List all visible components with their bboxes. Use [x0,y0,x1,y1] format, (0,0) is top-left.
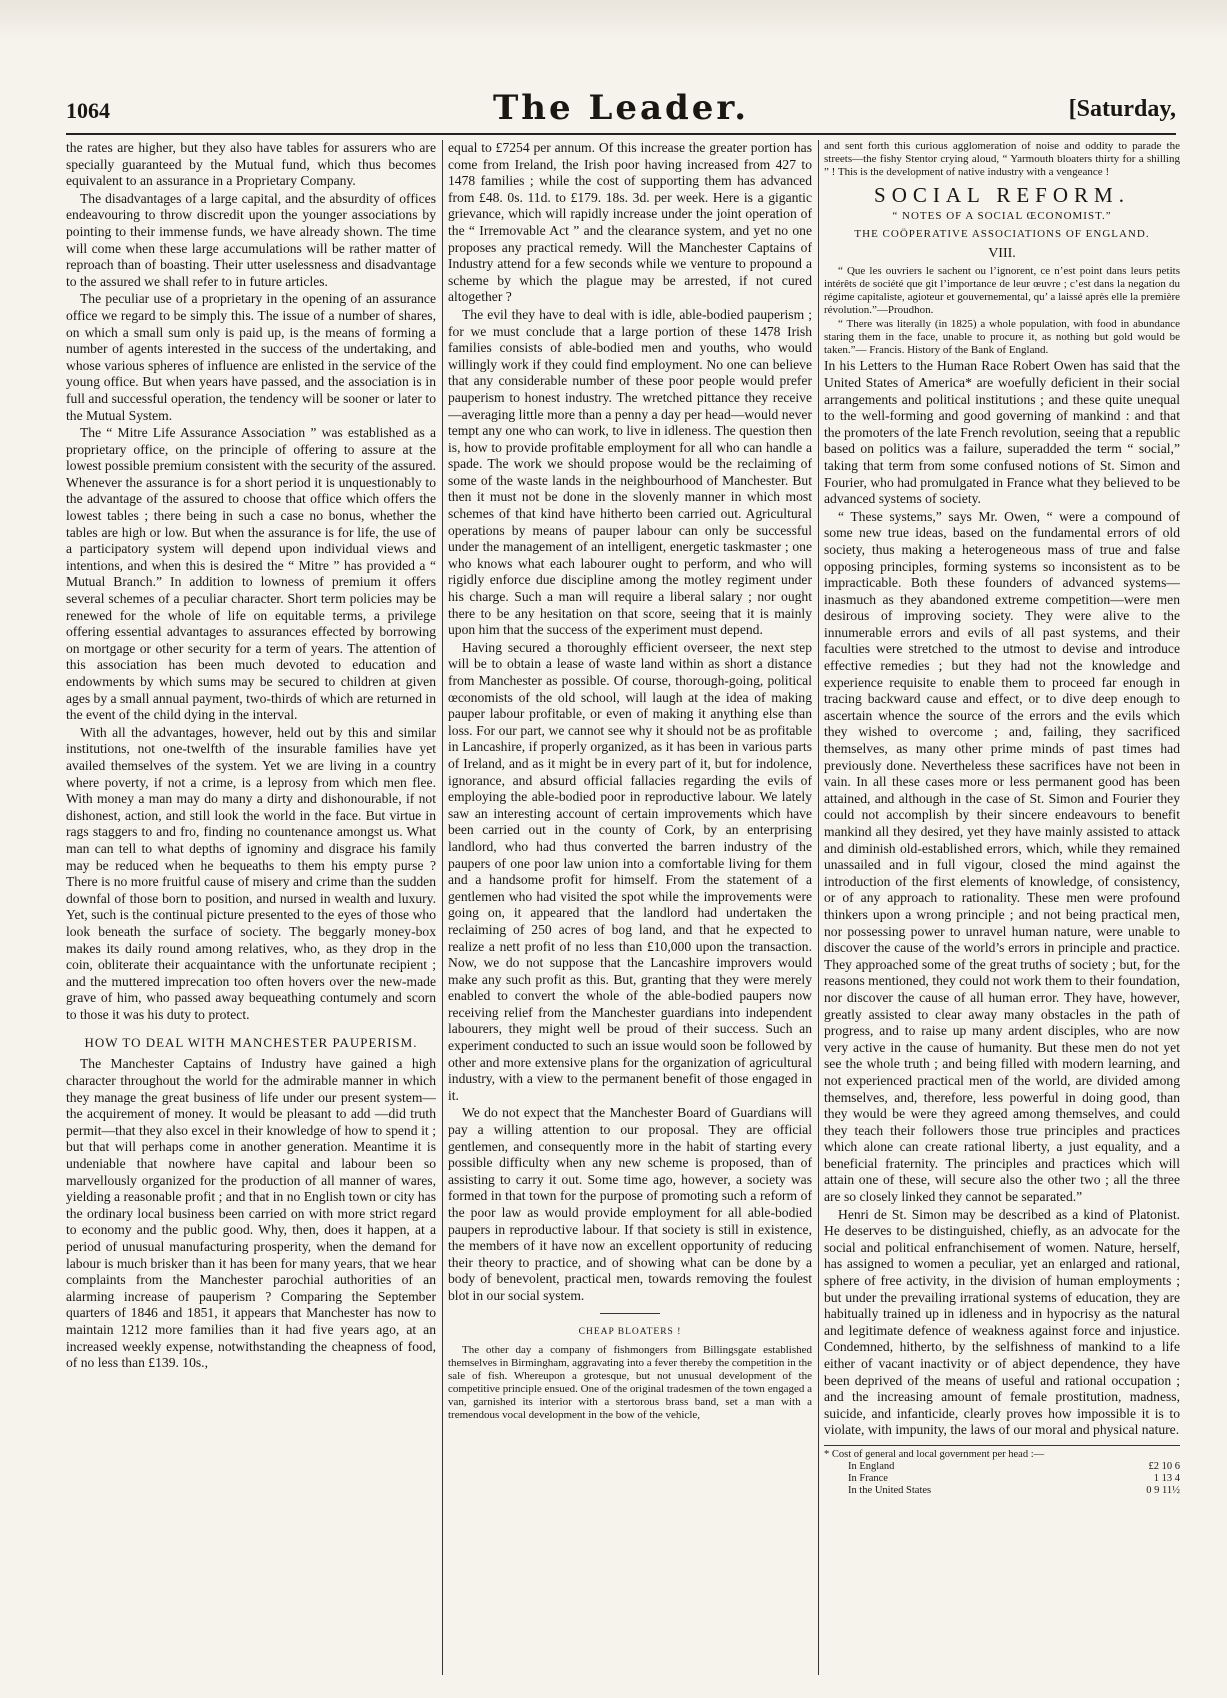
section-divider [600,1313,660,1314]
footnote-row [824,1485,1180,1497]
epigraph: “ Que les ouvriers le sachent ou l’ignorent, ce n’est point dans leurs petits intérêts de société que git l’importance de leur œuvre ; c’est dans la negation du régime capitaliste, agioteur et gouvernemental, qu’ a laissé après elle la première révolution.”—Proudhon. [824,265,1180,317]
masthead-title: The Leader. [492,88,750,128]
footnote-label: In France [848,1472,888,1484]
footnote-intro: * Cost of general and local government per head :— [824,1448,1045,1460]
footnote-row [824,1473,1180,1485]
paragraph: The “ Mitre Life Assurance Association ” was established as a proprietary office, on the principle of offering to assure at the lowest possible premium consistent with the security of the assured. Whenever the assurance is for a short period it is unquestionably to the advantage of the assured to choose that office which offers the lowest tables ; there being in such a case no bonus, whether the tables are high or low. But when the assurance is for life, the use of a participatory system will depend upon individual views and intentions, and when this is desired the “ Mitre ” has provided a “ Mutual Branch.” In addition to lowness of premium it offers several schemes of a peculiar character. Short term policies may be renewed for the whole of life on equitable terms, a privilege offering essential advantages to assurances effected by borrowing on mortgage or other security for a term of years. The attention of this association has been much devoted to education and endowments by which sums may be secured to children at given ages by a small annual payment, two-thirds of which are returned in the event of the child dying in the interval. [66,425,436,723]
footnote [824,1445,1180,1497]
paragraph: The Manchester Captains of Industry have gained a high character throughout the world for the admirable manner in which they manage the great business of life under our present system—the acquirement of money. It would be pleasant to add —did truth permit—that they also excel in their knowledge of how to spend it ; but that will perhaps come in another generation. Meantime it is undeniable that nowhere have capital and labour been so marvellously organized for the production of all manner of wares, yielding a reasonable profit ; and that in no English town or city has the ordinary local business been carried on with more strict regard to economy and the public good. Why, then, does it happen, at a period of unusual manufacturing prosperity, when the demand for labour is much brisker than it has been for many years, that we hear complaints from the Manchester parochial authorities of an alarming increase of pauperism ? Comparing the September quarters of 1846 and 1851, it appears that Manchester has now to maintain 1212 more families than it had five years ago, at an increased weekly expense, notwithstanding the cheapness of food, of no less than £139. 10s., [66,1056,436,1371]
paragraph: We do not expect that the Manchester Board of Guardians will pay a willing attention to our proposal. They are official gentlemen, and consequently more in the habit of starting every possible difficulty when any new scheme is proposed, than of assisting to carry it out. Some time ago, however, a society was formed in that town for the purpose of promoting such a reform of the poor law as would provide employment for all able-bodied paupers in reproductive labour. If that society is still in existence, the members of it have now an excellent opportunity of reducing their theory to practice, and of showing what can be done by a body of benevolent, practical men, towards removing the foulest blot in our social system. [448,1105,812,1303]
paragraph: In his Letters to the Human Race Robert Owen has said that the United States of America* are woefully deficient in their social arrangements and political institutions ; and these quite unequal to the well-forming and good governing of mankind : and that the promoters of the late French revolution, seeing that a republic based on politics was a failure, superadded the term “ social,” taking that term from some confused notions of St. Simon and Fourier, who had promulgated in France what they believed to be advanced systems of society. [824,358,1180,507]
header-rule [66,133,1176,135]
paragraph: The evil they have to deal with is idle, able-bodied pauperism ; for we must conclude that a large portion of these 1478 Irish families consists of able-bodied men and youths, who would willingly work if they could find employment. No one can believe that any considerable number of these poor people would prefer pauperism to honest industry. The wretched pittance they receive—averaging little more than a penny a day per head—would never tempt any one who can work, to live in idleness. The question then is, how to provide profitable employment for all who can handle a spade. The work we should propose would be the reclaiming of some of the waste lands in the neighbourhood of Manchester. But then it must not be done in the slovenly manner in which most schemes of that kind have hitherto been carried out. Agricultural operations by means of pauper labour can only be successful under the management of an intelligent, energetic taskmaster ; one who knows what each labourer ought to perform, and who will rigidly enforce due discipline among the motley regiment under his charge. Such a man will require a liberal salary ; nor ought there to be any hesitation on that score, seeing that it is mainly upon him that the success of the experiment must depend. [448,306,812,638]
chapter-numeral: VIII. [988,245,1016,261]
section-subtitle: “ NOTES OF A SOCIAL ŒCONOMIST.” [892,209,1112,222]
footnote-row [824,1461,1180,1473]
page-top-edge [0,0,1227,40]
paragraph: The other day a company of fishmongers from Billingsgate established themselves in Birmingham, aggravating into a fever thereby the competition in the sale of fish. Whereupon a grotesque, but not unusual development of the competitive principle ensued. One of the original tradesmen of the town engaged a van, garnished its interior with a stertorous brass band, set a man with a tremendous vocal development in the bow of the vehicle, [448,1344,812,1422]
section-title: SOCIAL REFORM. [874,183,1130,207]
dateline: [Saturday, [1068,96,1176,122]
paragraph: Having secured a thoroughly efficient overseer, the next step will be to obtain a lease of waste land within as short a distance from Manchester as possible. Of course, thorough-going, political œconomists of the old school, will laugh at the idea of making pauper labour profitable, or even of making it anything else than loss. For our part, we cannot see why it should not be as profitable in Lancashire, if properly organized, as it has been in various parts of Ireland, and as it might be in every part of it, but for indolence, ignorance, and absurd official fallacies regarding the evils of employing the able-bodied poor in reproductive labour. We lately saw an interesting account of certain improvements which have been carried out in the county of Cork, by an enterprising landlord, who had thus converted the barren industry of the paupers of one poor law union into a comfortable living for them and a handsome profit for himself. From the statement of a gentlemen who had visited the spot while the improvements were going on, it appeared that the landlord had undertaken the reclaiming of 250 acres of bog land, and that he expected to realize a nett profit of no less than £10,000 upon the transaction. Now, we do not suppose that the Lancashire improvers would make any such profit as this. But, granting that they were merely enabled to convert the whole of the able-bodied paupers now receiving relief from the Manchester guardians into independent labourers, they might well be proud of their success. Such an experiment conducted to such an issue would soon be followed by other and more extensive plans for the organization of agricultural industry, with a view to the permanent benefit of those engaged in it. [448,639,812,1103]
column-divider [442,140,443,1675]
footnote-label: In England [848,1460,895,1472]
paragraph: The peculiar use of a proprietary in the opening of an assurance office we regard to be simply this. The issue of a number of shares, on which a small sum only is paid up, is the means of forming a number of agents interested in the success of the undertaking, and whose various spheres of influence are enlisted in the service of the young office. But when years have passed, and the association is in full and successful operation, the tendency will be sooner or later to the Mutual System. [66,291,436,423]
footnote-value: 1 13 4 [1153,1472,1180,1484]
article-heading: CHEAP BLOATERS ! [578,1326,682,1337]
column-divider [818,140,819,1675]
section-subtitle-2: THE COÖPERATIVE ASSOCIATIONS OF ENGLAND. [854,228,1150,241]
paragraph: and sent forth this curious agglomeration of noise and oddity to parade the streets—the fishy Stentor crying aloud, “ Yarmouth bloaters thirty for a shilling ” ! This is the development of native industry with a vengeance ! [824,140,1180,178]
paragraph: The disadvantages of a large capital, and the absurdity of offices endeavouring to throw discredit upon the younger associations by pointing to their immense funds, we have already shown. The time will come when these large accumulations will be rather matter of reproach than of boasting. Their utter uselessness and disadvantage to the assured we shall refer to in future articles. [66,190,436,289]
column-3 [824,140,1180,1680]
page-header [66,88,1176,132]
footnote-label: In the United States [848,1484,932,1496]
page-number: 1064 [66,98,110,123]
article-heading: HOW TO DEAL WITH MANCHESTER PAUPERISM. [84,1035,418,1051]
paragraph: the rates are higher, but they also have tables for assurers who are specially guaranteed by the Mutual fund, which thus becomes equivalent to an assurance in a Proprietary Company. [66,140,436,189]
column-2 [448,140,812,1680]
paragraph: With all the advantages, however, held out by this and similar institutions, not one-twelfth of the insurable families have yet availed themselves of the system. Yet we are living in a country where poverty, if not a crime, is a leprosy from which men flee. With money a man may do many a dirty and dishonourable, if not dishonest, action, and still look the world in the face. But virtue in rags staggers to and fro, finding no countenance amongst us. What man can tell to what depths of ignominy and disgrace his family may be reduced when he bequeaths to them his empty purse ? There is no more fruitful cause of misery and crime than the sudden downfal of those born to position, and nursed in wealth and luxury. Yet, such is the continual picture presented to the eyes of those who look beneath the surface of society. The beggarly money-box makes its daily round among relatives, who, as they drop in the coin, obliterate their acquaintance with the unfortunate recipient ; and the muttered imprecation too often hovers over the new-made grave of him, who passed away bequeathing contumely and scorn to those it was his duty to protect. [66,724,436,1022]
epigraph: “ There was literally (in 1825) a whole population, with food in abundance staring them in the face, unable to procure it, as nothing but gold would be taken.”— Francis. History of the Bank of England. [824,318,1180,357]
footnote-value: £2 10 6 [1148,1460,1180,1472]
paragraph: equal to £7254 per annum. Of this increase the greater portion has come from Ireland, the Irish poor having increased from 427 to 1478 families ; while the cost of supporting them has advanced from £48. 0s. 11d. to £179. 18s. 3d. per week. Here is a gigantic grievance, which will rapidly increase under the joint operation of the “ Irremovable Act ” and the clearance system, and yet no one proposes any practical remedy. Will the Manchester Captains of Industry attend for a few seconds while we venture to propound a scheme by which the plague may be arrested, if not cured altogether ? [448,140,812,305]
paragraph: Henri de St. Simon may be described as a kind of Platonist. He deserves to be distinguished, chiefly, as an advocate for the social and political enfranchisement of women. Nature, herself, has assigned to women a peculiar, yet an enlarged and rational, sphere of free activity, in the division of human employments ; but under the prevailing irrational systems of education, they are habitually trained up in idleness and in hypocrisy as the natural and legitimate defence of weakness against force and injustice. Condemned, hitherto, by the selfishness of mankind to a life either of vacant inactivity or of abject dependence, they have been deprived of the means of useful and rational occupation ; and the increasing amount of female prostitution, madness, suicide, and infanticide, clearly proves how impossible it is to violate, with impunity, the laws of our moral and physical nature. [824,1206,1180,1438]
paragraph: “ These systems,” says Mr. Owen, “ were a compound of some new true ideas, based on the fundamental errors of old society, thus making a heterogeneous mass of true and false opposing principles, forming systems so inconsistent as to be impracticable. Both these founders of advanced systems—inasmuch as they abandoned extreme competition—were men desirous of improving society. They were alive to the innumerable errors and evils of all past systems, and their faculties were stretched to the utmost to devise and introduce effective remedies ; but they had not the knowledge and experience requisite to enable them to proceed far enough in tracing backward cause and effect, or to dive deep enough to ascertain whence the source of the errors and the evils which they wished to overcome ; and, failing, they sacrificed themselves, as many other prime minds of past times had previously done. Nevertheless these sacrifices have not been in vain. In all these cases more or less permanent good has been attained, and although in the case of St. Simon and Fourier they could not accomplish by their sincere endeavours to benefit mankind all they desired, yet they have mainly assisted to attack and diminish old-established errors, which, while they remained unassailed and in full vigour, closed the mind against the introduction of the first elements of knowledge, of consistency, or of any approach to rationality. These men were profound thinkers upon a wrong principle ; and not being practical men, nor possessing power to unravel human nature, were unable to discover the cause of the world’s errors in principle and practice. They approached some of the great truths of society ; but, for the reasons mentioned, they could not work them to their foundation, nor discover the cause of all human error. They have, however, greatly assisted to clear away many obstacles in the path of progress, and to raise up many ardent disciples, who are now very active in the cause of humanity. But these men do not yet see the whole truth ; and being filled with modern learning, and not experienced practical men of the world, are divided among themselves, and, therefore, less powerful in doing good, than they would be were they agreed among themselves, and could they teach their followers those true principles and practices which alone can create rational liberty, a just equality, and a beneficial fraternity. The principles and practices which will attain one of these, will secure also the other two ; all the three are so closely linked they cannot be separated.” [824,508,1180,1205]
column-1 [66,140,436,1680]
footnote-value: 0 9 11½ [1146,1484,1180,1496]
